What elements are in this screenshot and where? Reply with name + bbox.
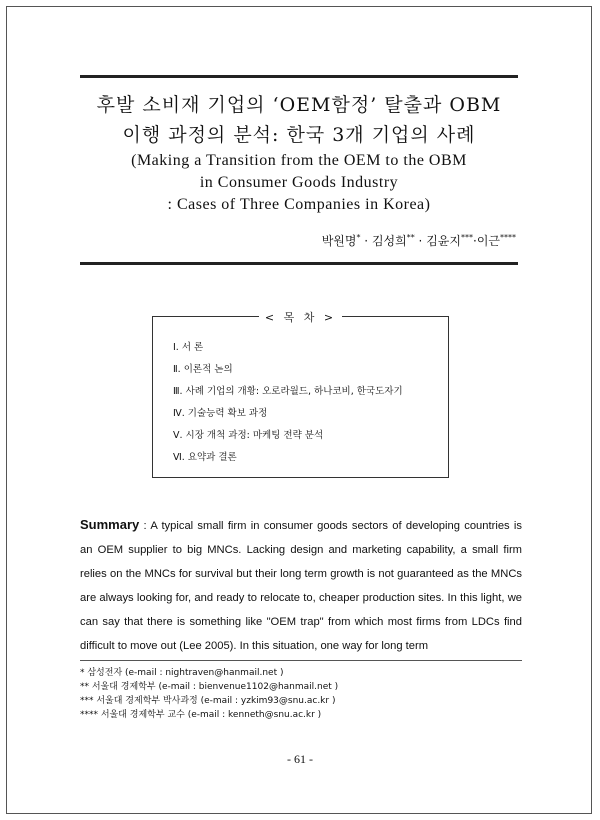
footnote-rule [80,660,522,661]
author-mark: * [356,233,361,242]
toc-item: Ⅳ. 기술능력 확보 과정 [173,408,268,419]
author-name: 박원명 [321,234,357,248]
toc-item: Ⅰ. 서 론 [173,342,204,353]
footnote: *** 서울대 경제학부 박사과정 (e-mail : yzkim93@snu.ac.kr ) [80,696,336,706]
author-mark: **** [500,233,516,242]
author-separator: · [414,234,423,248]
footnote: **** 서울대 경제학부 교수 (e-mail : kenneth@snu.ac.kr ) [80,710,322,720]
author-name: 김윤지 [426,234,461,248]
author-list [322,232,516,249]
footnote: ** 서울대 경제학부 (e-mail : bienvenue1102@hanmail.net ) [80,682,339,692]
author-mark: ** [406,233,415,242]
header-bottom-rule [80,262,518,265]
author-separator: · [360,234,369,248]
author-separator: · [472,234,477,248]
abstract-paragraph [80,513,522,658]
toc-item: Ⅲ. 사례 기업의 개황: 오로라월드, 하나코비, 한국도자기 [173,386,403,397]
toc-item: Ⅵ. 요약과 결론 [173,452,237,463]
top-rule [80,75,518,78]
toc-heading: < 목 차 > [259,311,342,324]
abstract-text: A typical small firm in consumer goods sectors of developing countries is an OEM supplier to big MNCs. Lacking design and marketing capability, a small firm relies on the MNCs for survival but their long term growth is not guaranteed as the MNCs are always looking for, and ready to relocate to, cheaper production sites. In this light, we can say that there is something like "OEM trap" from which most firms from LDCs find difficult to move out (Lee 2005). In this situation, one way for long term [80,520,522,652]
abstract-colon: : [139,520,151,532]
author-name: 김성희 [371,234,407,248]
author-name: 이근 [476,234,500,248]
paper-title-line-2: 이행 과정의 분석: 한국 3개 기업의 사례 [122,124,476,146]
author-mark: *** [460,233,473,242]
table-of-contents [152,311,449,478]
english-title-line-3: : Cases of Three Companies in Korea) [167,196,431,213]
english-title-line-2: in Consumer Goods Industry [199,174,399,191]
toc-item: Ⅱ. 이론적 논의 [173,364,233,375]
english-title-line-1: (Making a Transition from the OEM to the OBM [131,152,467,169]
toc-item: Ⅴ. 시장 개척 과정: 마케팅 전략 분석 [173,430,324,441]
footnote: * 삼성전자 (e-mail : nightraven@hanmail.net ) [80,668,284,678]
paper-title-line-1: 후발 소비재 기업의 ‘OEM함정’ 탈출과 OBM [96,94,502,116]
page-number: - 61 - [287,752,313,766]
abstract-label: Summary [80,517,140,532]
